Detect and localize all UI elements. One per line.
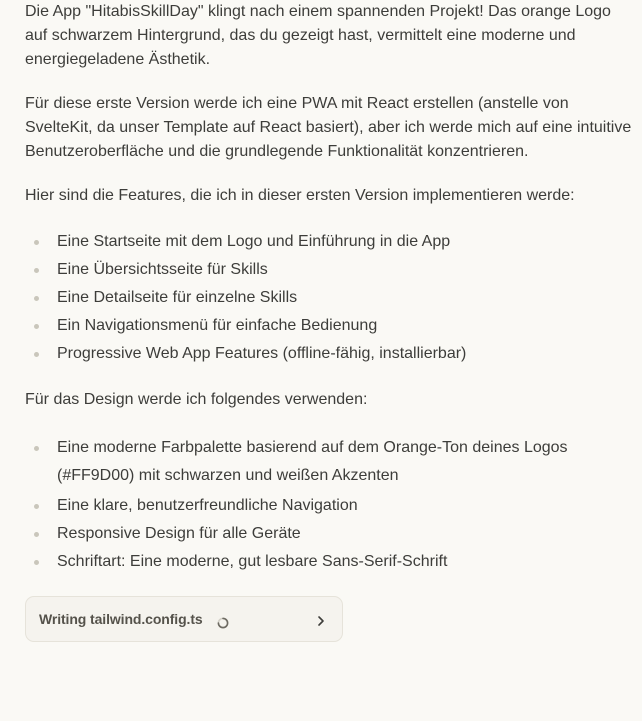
tool-activity-card[interactable] <box>25 596 343 642</box>
list-item: Eine Detailseite für einzelne Skills <box>25 286 642 310</box>
list-item: Eine moderne Farbpalette basierend auf dem Orange-Ton deines Logos (#FF9D00) mit schwarzen und weißen Akzenten <box>25 434 642 490</box>
list-item: Progressive Web App Features (offline-fähig, installierbar) <box>25 342 642 366</box>
list-item: Ein Navigationsmenü für einfache Bedienung <box>25 314 642 338</box>
message-paragraph-features-intro: Hier sind die Features, die ich in dieser ersten Version implementieren werde: <box>25 187 575 204</box>
message-paragraph-design-intro: Für das Design werde ich folgendes verwenden: <box>25 391 368 408</box>
list-item: Responsive Design für alle Geräte <box>25 522 642 546</box>
features-list <box>25 230 642 370</box>
design-list <box>25 434 642 578</box>
list-item: Eine Startseite mit dem Logo und Einführung in die App <box>25 230 642 254</box>
list-item: Eine klare, benutzerfreundliche Navigation <box>25 494 642 518</box>
list-item: Schriftart: Eine moderne, gut lesbare Sans-Serif-Schrift <box>25 550 642 574</box>
loading-spinner-icon <box>217 613 229 625</box>
chevron-right-icon[interactable] <box>314 612 328 626</box>
message-paragraph-intro: Die App "HitabisSkillDay" klingt nach einem spannenden Projekt! Das orange Logo auf schwarzem Hintergrund, das du gezeigt hast, vermittelt eine moderne und energiegeladene Ästhetik. <box>25 3 611 68</box>
list-item: Eine Übersichtsseite für Skills <box>25 258 642 282</box>
tool-activity-label: Writing tailwind.config.ts <box>39 611 203 627</box>
message-paragraph-version: Für diese erste Version werde ich eine PWA mit React erstellen (anstelle von SvelteKit, da unser Template auf React basiert), aber ich werde mich auf eine intuitive Benutzeroberfläche und die grundlegende Funktionalität konzentrieren. <box>25 95 632 160</box>
